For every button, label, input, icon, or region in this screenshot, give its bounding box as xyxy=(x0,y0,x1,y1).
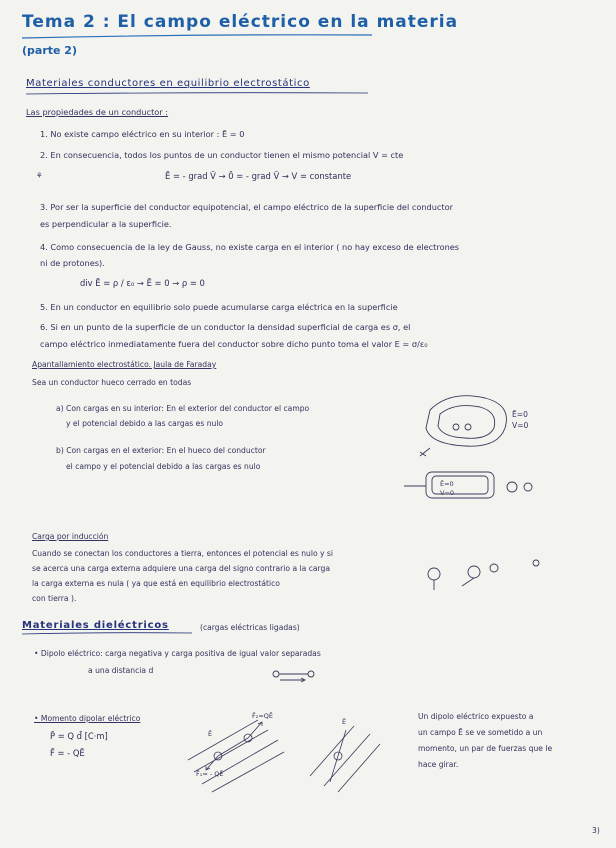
induccion-3: la carga externa es nula ( ya que está en equilibrio electrostático xyxy=(32,579,280,588)
dipole-field-sketch-b xyxy=(310,726,380,792)
prop-2b: Ē = - grad V̄ → 0̄ = - grad V̄ → V = constante xyxy=(165,171,352,181)
dipolo-1b: a una distancia d xyxy=(88,666,154,675)
dielectricos-underline xyxy=(22,633,192,634)
induccion-1: Cuando se conectan los conductores a tierra, entonces el potencial es nulo y si xyxy=(32,549,333,558)
note-3: momento, un par de fuerzas que le xyxy=(418,744,553,753)
fig-label-e: Ē xyxy=(342,718,347,726)
props-intro: Las propiedades de un conductor : xyxy=(26,107,169,117)
note-2: un campo Ē se ve sometido a un xyxy=(418,728,543,737)
faraday-figure-a xyxy=(420,396,506,456)
scribble-mark: ⚘ xyxy=(36,171,43,180)
prop-4a: 4. Como consecuencia de la ley de Gauss, no existe carga en el interior ( no hay exceso de electrones xyxy=(40,242,460,252)
fig-label-e0: Ē=0 xyxy=(512,410,528,419)
induccion-2: se acerca una carga externa adquiere una carga del signo contrario a la carga xyxy=(32,564,331,573)
note-1: Un dipolo eléctrico expuesto a xyxy=(418,712,534,721)
faraday-figure-b xyxy=(404,472,532,498)
title-underline xyxy=(22,35,372,38)
page-title: Tema 2 : El campo eléctrico en la materia xyxy=(22,12,459,32)
induccion-4: con tierra ). xyxy=(32,594,77,603)
prop-2a: 2. En consecuencia, todos los puntos de un conductor tienen el mismo potencial V = cte xyxy=(40,150,404,160)
faraday-a2: y el potencial debido a las cargas es nulo xyxy=(66,419,224,428)
fig-label-v0b: V=0 xyxy=(440,489,455,497)
momento-eq1: P̄ = Q d̄ [C·m] xyxy=(50,731,108,741)
faraday-b1: b) Con cargas en el exterior: En el hueco del conductor xyxy=(56,446,266,455)
induccion-title: Carga por inducción xyxy=(32,532,109,541)
prop-1: 1. No existe campo eléctrico en su interior : Ē = 0 xyxy=(40,129,245,139)
dipole-sketch xyxy=(273,671,314,682)
prop-6b: campo eléctrico inmediatamente fuera del conductor sobre dicho punto toma el valor E = σ/ε₀ xyxy=(40,339,428,349)
faraday-a1: a) Con cargas en su interior: En el exterior del conductor el campo xyxy=(56,404,310,413)
section-underline xyxy=(26,93,368,94)
prop-4c: div Ē = ρ / ε₀ → Ē = 0 → ρ = 0 xyxy=(80,278,205,288)
prop-3a: 3. Por ser la superficie del conductor equipotencial, el campo eléctrico de la superficie del conductor xyxy=(40,202,454,212)
fig-label-v0: V=0 xyxy=(512,421,529,430)
induction-figures xyxy=(428,560,539,590)
faraday-intro: Sea un conductor hueco cerrado en todas xyxy=(32,378,192,387)
fig-label-eb: Ē xyxy=(208,730,213,738)
dipole-field-sketch-a xyxy=(188,720,284,792)
faraday-title: Apantallamiento electrostático. Jaula de Faraday xyxy=(32,360,217,369)
fig-label-fqe: F̄₂=QĒ xyxy=(252,712,274,720)
dielectricos-title: Materiales dieléctricos xyxy=(22,620,169,631)
momento-eq2: F̄ = - QĒ xyxy=(50,748,85,758)
prop-4b: ni de protones). xyxy=(40,258,105,268)
note-4: hace girar. xyxy=(418,760,459,769)
fig-label-e0b: Ē=0 xyxy=(440,480,454,488)
prop-6a: 6. Si en un punto de la superficie de un conductor la densidad superficial de carga es σ, el xyxy=(40,322,411,332)
page-number: 3) xyxy=(592,826,600,835)
faraday-b2: el campo y el potencial debido a las cargas es nulo xyxy=(66,462,261,471)
dielectricos-subtitle: (cargas eléctricas ligadas) xyxy=(200,623,300,632)
prop-5: 5. En un conductor en equilibrio solo puede acumularse carga eléctrica en la superficie xyxy=(40,302,398,312)
momento-title: • Momento dipolar eléctrico xyxy=(34,714,141,723)
section-conductores-title: Materiales conductores en equilibrio electrostático xyxy=(26,78,310,89)
dipolo-1a: • Dipolo eléctrico: carga negativa y carga positiva de igual valor separadas xyxy=(34,649,321,658)
prop-3b: es perpendicular a la superficie. xyxy=(40,219,172,229)
fig-label-fmqe: F̄₁= - QĒ xyxy=(196,770,224,778)
page-subtitle: (parte 2) xyxy=(22,44,77,57)
